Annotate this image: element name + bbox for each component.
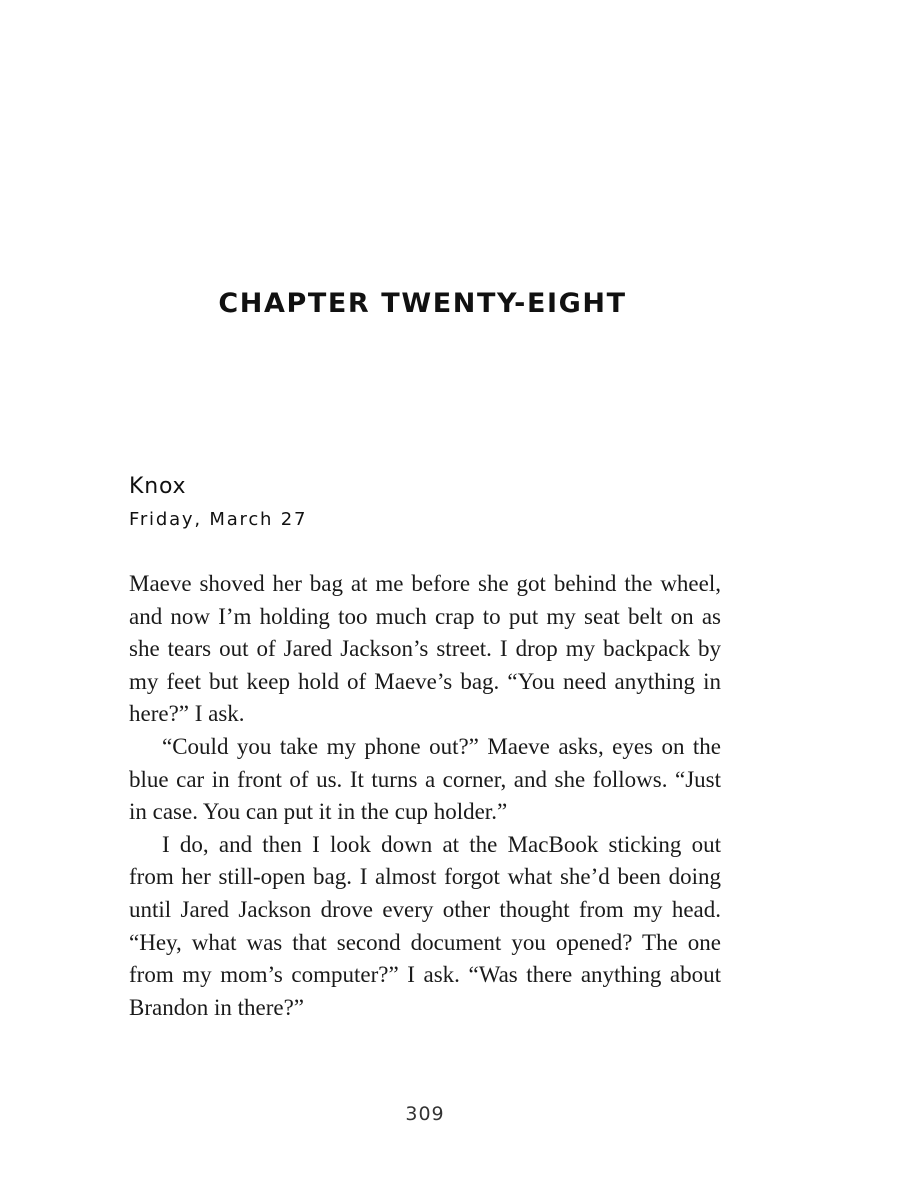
text-line: from my mom’s computer?” I ask. “Was there anything about xyxy=(129,962,721,988)
text-line: Maeve shoved her bag at me before she got behind the wheel, xyxy=(129,571,721,596)
page-number: 309 xyxy=(405,1103,445,1125)
text-line: “Hey, what was that second document you opened? The one xyxy=(129,929,721,955)
chapter-title: CHAPTER TWENTY-EIGHT xyxy=(218,288,627,319)
text-line: Brandon in there?” xyxy=(129,994,304,1020)
text-line: and now I’m holding too much crap to put my seat belt on as xyxy=(129,603,721,629)
pov-character-name: Knox xyxy=(129,474,187,499)
text-line: my feet but keep hold of Maeve’s bag. “You need anything in xyxy=(129,668,721,694)
text-line: in case. You can put it in the cup holder.” xyxy=(129,799,508,825)
text-line: “Could you take my phone out?” Maeve asks, eyes on the xyxy=(162,733,721,759)
text-line: until Jared Jackson drove every other thought from my head. xyxy=(129,896,721,922)
text-line: blue car in front of us. It turns a corner, and she follows. “Just xyxy=(129,766,721,792)
text-line: here?” I ask. xyxy=(129,701,245,727)
text-line: from her still-open bag. I almost forgot what she’d been doing xyxy=(129,864,721,890)
text-line: I do, and then I look down at the MacBook sticking out xyxy=(162,831,721,857)
pov-date: Friday, March 27 xyxy=(129,509,308,530)
text-line: she tears out of Jared Jackson’s street. I drop my backpack by xyxy=(129,636,721,662)
body-text xyxy=(129,568,721,1024)
